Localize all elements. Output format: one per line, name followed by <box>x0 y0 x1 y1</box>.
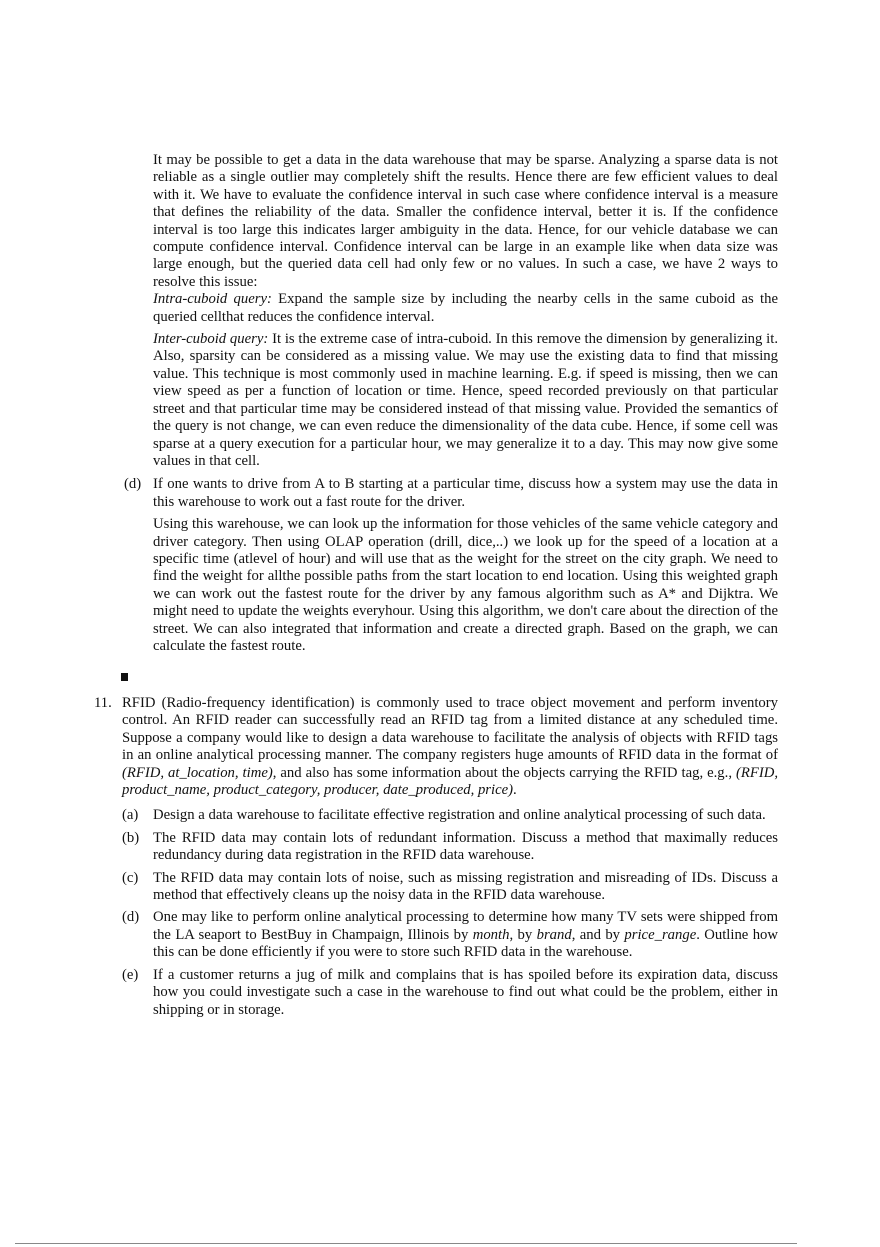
text-part: . Outline how this can be done efficiently if you were to store such RFID data in the warehouse. <box>153 926 779 961</box>
subitem-b <box>122 829 778 865</box>
text-part: , and by <box>571 926 625 943</box>
subitem-marker: (d) <box>122 909 140 926</box>
text-part: One may like to perform online analytical processing to determine how many TV sets were shipped from the LA seaport to BestBuy in Champaign, Illinois by <box>153 909 778 943</box>
inter-cuboid-paragraph <box>153 331 778 470</box>
dimension-price-range: price_range <box>624 926 697 943</box>
footer-rule <box>15 1243 797 1244</box>
q11-text-part: RFID (Radio-frequency identification) is commonly used to trace object movement and perform inventory control. An RFID reader can successfully read an RFID tag from a limited distance at any scheduled time. Suppose a company would like to design a data warehouse to facilitate the analysis of objects with RFID tags in an online analytical processing manner. The company registers huge amounts of RFID data in the format of <box>122 695 778 764</box>
item-d-answer: Using this warehouse, we can look up the information for those vehicles of the same vehicle category and driver category. Then using OLAP operation (drill, dice,..) we look up for the speed of a location at a specific time (atlevel of hour) and will use that as the weight for the street on the city graph. We need to find the weight for allthe possible paths from the start location to end location. Using this weighted graph we can work out the fastest route for the driver by any famous algorithm such as A* and Dijktra. We might need to update the weights everyhour. Using this algorithm, we don't care about the direction of the street. We can also integrated that information and create a directed graph. Based on the graph, we can calculate the fastest route. <box>153 516 778 654</box>
answer-c-section <box>124 152 778 655</box>
subitem-d <box>122 909 779 961</box>
intra-cuboid-text: Expand the sample size by including the nearby cells in the same cuboid as the queried cellthat reduces the confidence interval. <box>153 291 778 325</box>
subitem-text: The RFID data may contain lots of redundant information. Discuss a method that maximally reduces redundancy during data registration in the RFID data warehouse. <box>153 829 778 864</box>
q11-text-part: , and also has some information about the objects carrying the RFID tag, e.g., <box>272 764 736 781</box>
subitem-e <box>122 966 778 1019</box>
question-number: 11. <box>94 695 112 711</box>
end-of-proof-square-icon <box>121 673 128 681</box>
subitem-text <box>153 909 778 961</box>
subitem-a <box>122 807 778 824</box>
inter-cuboid-label: Inter-cuboid query: <box>153 331 269 348</box>
q11-text-part: . <box>513 782 517 799</box>
inter-cuboid-text: It is the extreme case of intra-cuboid. In this remove the dimension by generalizing it. Also, sparsity can be considered as a missing value. We may use the existing data to find that missing value. This technique is most commonly used in machine learning. E.g. if speed is missing, then we can view speed as per a function of location or time. Hence, speed recorded previously on that particular street and that particular time may be considered instead of that missing value. Provided the semantics of the query is not change, we can even reduce the dimensionality of the data cube. Hence, if some cell was sparse at a query execution for a particular hour, we may generalize it to a day. This may now give some values in that cell. <box>153 331 778 469</box>
item-d-question: If one wants to drive from A to B starting at a particular time, discuss how a system may use the data in this warehouse to work out a fast route for the driver. <box>153 476 778 510</box>
subitem-c <box>122 869 778 905</box>
subitem-text: If a customer returns a jug of milk and complains that is has spoiled before its expiration data, discuss how you could investigate such a case in the warehouse to find out what could be the problem, either in shipping or in storage. <box>153 966 778 1018</box>
item-d <box>124 476 778 655</box>
subitem-marker: (b) <box>122 829 140 846</box>
subitem-text: The RFID data may contain lots of noise, such as missing registration and misreading of IDs. Discuss a method that effectively cleans up the noisy data in the RFID data warehouse. <box>153 869 778 904</box>
subitem-marker: (e) <box>122 966 139 983</box>
subitem-marker: (a) <box>122 807 139 824</box>
question-11 <box>94 695 779 1024</box>
dimension-brand: brand <box>536 926 572 943</box>
q11-format-tuple: (RFID, product_name, product_category, producer, date_produced, price) <box>122 764 778 799</box>
subitems-list <box>122 807 779 1018</box>
text-part: , by <box>509 926 537 943</box>
answer-c-intro: It may be possible to get a data in the data warehouse that may be sparse. Analyzing a sparse data is not reliable as a single outlier may completely shift the results. Hence there are few efficient values to deal with it. We have to evaluate the confidence interval in such case where confidence interval is a measure that defines the reliability of the data. Smaller the confidence interval, better it is. If the confidence interval is too large this indicates larger ambiguity in the data. Hence, for our vehicle database we can compute confidence interval. Confidence interval can be large in an example like when data size was large enough, but the queried data cell had only few or no values. In such a case, we have 2 ways to resolve this issue: <box>153 152 778 290</box>
intra-cuboid-paragraph <box>153 291 778 326</box>
subitem-text: Design a data warehouse to facilitate effective registration and online analytical processing of such data. <box>153 807 766 824</box>
item-d-marker: (d) <box>124 476 142 493</box>
intra-cuboid-label: Intra-cuboid query: <box>153 291 272 308</box>
subitem-marker: (c) <box>122 869 139 886</box>
q11-format-tuple: (RFID, at_location, time) <box>122 764 273 781</box>
dimension-month: month <box>472 926 510 943</box>
question-11-text <box>122 695 778 799</box>
